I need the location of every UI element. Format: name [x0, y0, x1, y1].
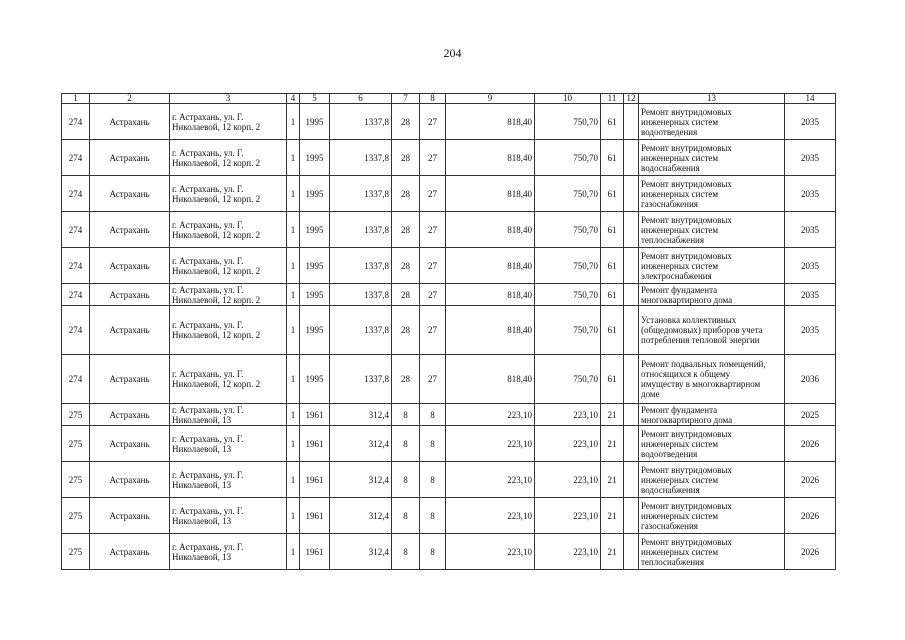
cell-col8: 27	[420, 306, 446, 355]
cell-number: 274	[62, 306, 90, 355]
cell-col12	[624, 140, 639, 176]
cell-area-living: 818,40	[446, 248, 535, 284]
cell-col7: 28	[392, 104, 420, 140]
cell-residents: 61	[601, 284, 624, 306]
cell-work-type	[639, 426, 785, 462]
cell-residents: 21	[601, 462, 624, 498]
cell-area-total: 312,4	[330, 462, 392, 498]
work-type-line: потребления тепловой энергии	[641, 335, 760, 345]
cell-area-total: 1337,8	[330, 248, 392, 284]
cell-col4: 1	[287, 176, 300, 212]
cell-area-total: 1337,8	[330, 176, 392, 212]
header-cell: 7	[392, 94, 420, 104]
cell-year: 1995	[300, 212, 330, 248]
cell-address	[170, 176, 287, 212]
cell-work-type	[639, 498, 785, 534]
cell-address	[170, 104, 287, 140]
address-line: г. Астрахань, ул. Г.	[172, 255, 244, 266]
work-type-line: инженерных систем	[641, 546, 719, 557]
table-row	[62, 498, 836, 534]
cell-address	[170, 404, 287, 426]
work-type-line: инженерных систем	[641, 188, 719, 199]
cell-year: 1961	[300, 534, 330, 570]
cell-residents: 61	[601, 355, 624, 404]
cell-residents: 61	[601, 104, 624, 140]
header-cell: 9	[446, 94, 535, 104]
cell-col7: 28	[392, 176, 420, 212]
cell-col8: 8	[420, 426, 446, 462]
cell-col12	[624, 534, 639, 570]
address-line: Николаевой, 13	[172, 551, 232, 562]
cell-city: Астрахань	[90, 176, 170, 212]
cell-col12	[624, 306, 639, 355]
address-line: Николаевой, 12 корп. 2	[172, 294, 261, 305]
cell-area-apartments: 223,10	[535, 426, 601, 462]
cell-residents: 61	[601, 212, 624, 248]
cell-number: 275	[62, 404, 90, 426]
cell-number: 274	[62, 140, 90, 176]
cell-planned-year: 2026	[785, 534, 836, 570]
cell-col7: 28	[392, 248, 420, 284]
cell-planned-year: 2035	[785, 306, 836, 355]
work-type-line: Ремонт фундамента	[641, 284, 718, 295]
cell-col4: 1	[287, 355, 300, 404]
cell-planned-year: 2035	[785, 284, 836, 306]
work-type-line: водоотведения	[641, 448, 698, 459]
header-cell: 2	[90, 94, 170, 104]
header-cell: 5	[300, 94, 330, 104]
cell-col4: 1	[287, 212, 300, 248]
cell-number: 274	[62, 355, 90, 404]
cell-area-total: 1337,8	[330, 212, 392, 248]
cell-area-apartments: 750,70	[535, 104, 601, 140]
cell-year: 1961	[300, 426, 330, 462]
header-cell: 3	[170, 94, 287, 104]
address-line: г. Астрахань, ул. Г.	[172, 183, 244, 194]
work-type-line: инженерных систем	[641, 474, 719, 485]
header-cell: 13	[639, 94, 785, 104]
cell-number: 274	[62, 212, 90, 248]
address-line: Николаевой, 12 корп. 2	[172, 157, 261, 168]
cell-col8: 27	[420, 212, 446, 248]
table-row	[62, 355, 836, 404]
work-type-line: относящихся к общему	[641, 369, 731, 379]
cell-address	[170, 306, 287, 355]
address-line: Николаевой, 12 корп. 2	[172, 121, 261, 132]
cell-area-apartments: 223,10	[535, 534, 601, 570]
cell-col7: 8	[392, 462, 420, 498]
cell-col12	[624, 104, 639, 140]
table-row	[62, 462, 836, 498]
cell-area-total: 1337,8	[330, 306, 392, 355]
capital-repair-table	[61, 93, 836, 570]
cell-area-apartments: 223,10	[535, 498, 601, 534]
cell-col12	[624, 462, 639, 498]
table-row	[62, 284, 836, 306]
work-type-line: Ремонт внутридомовых	[641, 214, 732, 225]
address-line: Николаевой, 13	[172, 479, 232, 490]
work-type-line: инженерных систем	[641, 510, 719, 521]
cell-number: 274	[62, 176, 90, 212]
cell-area-living: 223,10	[446, 426, 535, 462]
work-type-line: имуществу в многоквартирном	[641, 379, 761, 389]
cell-work-type	[639, 534, 785, 570]
cell-residents: 21	[601, 426, 624, 462]
work-type-line: газоснабжения	[641, 198, 698, 209]
cell-area-living: 223,10	[446, 404, 535, 426]
table-row	[62, 404, 836, 426]
work-type-line: инженерных систем	[641, 260, 719, 271]
cell-work-type	[639, 212, 785, 248]
cell-area-apartments: 223,10	[535, 462, 601, 498]
cell-col7: 28	[392, 306, 420, 355]
cell-city: Астрахань	[90, 140, 170, 176]
cell-city: Астрахань	[90, 498, 170, 534]
cell-city: Астрахань	[90, 534, 170, 570]
cell-col12	[624, 212, 639, 248]
cell-area-apartments: 750,70	[535, 140, 601, 176]
header-cell: 11	[601, 94, 624, 104]
cell-col12	[624, 248, 639, 284]
table-row	[62, 306, 836, 355]
cell-area-total: 1337,8	[330, 104, 392, 140]
address-line: Николаевой, 12 корп. 2	[172, 330, 261, 340]
work-type-line: теплоснабжения	[641, 234, 704, 245]
header-cell: 12	[624, 94, 639, 104]
cell-col7: 28	[392, 212, 420, 248]
cell-number: 275	[62, 462, 90, 498]
cell-year: 1995	[300, 176, 330, 212]
cell-area-living: 818,40	[446, 212, 535, 248]
address-line: г. Астрахань, ул. Г.	[172, 505, 244, 516]
cell-area-living: 818,40	[446, 140, 535, 176]
cell-year: 1995	[300, 104, 330, 140]
cell-year: 1961	[300, 462, 330, 498]
cell-col4: 1	[287, 426, 300, 462]
cell-col7: 8	[392, 534, 420, 570]
cell-col8: 27	[420, 104, 446, 140]
cell-residents: 21	[601, 498, 624, 534]
cell-address	[170, 426, 287, 462]
column-number-row	[62, 94, 836, 104]
cell-year: 1995	[300, 248, 330, 284]
cell-area-living: 223,10	[446, 534, 535, 570]
cell-area-total: 312,4	[330, 498, 392, 534]
cell-number: 274	[62, 104, 90, 140]
address-line: Николаевой, 12 корп. 2	[172, 379, 261, 389]
address-line: г. Астрахань, ул. Г.	[172, 404, 244, 415]
header-cell: 10	[535, 94, 601, 104]
cell-city: Астрахань	[90, 212, 170, 248]
cell-col12	[624, 498, 639, 534]
cell-col8: 27	[420, 176, 446, 212]
cell-number: 275	[62, 498, 90, 534]
address-line: г. Астрахань, ул. Г.	[172, 147, 244, 158]
cell-city: Астрахань	[90, 426, 170, 462]
cell-area-living: 818,40	[446, 355, 535, 404]
address-line: г. Астрахань, ул. Г.	[172, 469, 244, 480]
cell-col8: 27	[420, 140, 446, 176]
work-type-line: Ремонт подвальных помещений,	[641, 359, 766, 369]
cell-col4: 1	[287, 104, 300, 140]
cell-work-type	[639, 176, 785, 212]
address-line: г. Астрахань, ул. Г.	[172, 111, 244, 122]
address-line: г. Астрахань, ул. Г.	[172, 433, 244, 444]
cell-col8: 8	[420, 462, 446, 498]
address-line: Николаевой, 13	[172, 515, 232, 526]
cell-area-apartments: 750,70	[535, 176, 601, 212]
cell-number: 275	[62, 534, 90, 570]
address-line: г. Астрахань, ул. Г.	[172, 284, 244, 295]
address-line: г. Астрахань, ул. Г.	[172, 320, 244, 330]
cell-col4: 1	[287, 534, 300, 570]
cell-city: Астрахань	[90, 104, 170, 140]
cell-city: Астрахань	[90, 248, 170, 284]
cell-year: 1961	[300, 498, 330, 534]
cell-work-type	[639, 284, 785, 306]
cell-col8: 27	[420, 284, 446, 306]
cell-col7: 28	[392, 140, 420, 176]
work-type-line: Ремонт внутридомовых	[641, 106, 732, 117]
work-type-line: Ремонт внутридомовых	[641, 536, 732, 547]
cell-area-living: 818,40	[446, 104, 535, 140]
work-type-line: Ремонт внутридомовых	[641, 250, 732, 261]
cell-col4: 1	[287, 248, 300, 284]
cell-residents: 61	[601, 140, 624, 176]
header-cell: 14	[785, 94, 836, 104]
work-type-line: газоснабжения	[641, 520, 698, 531]
table-row	[62, 176, 836, 212]
cell-col4: 1	[287, 404, 300, 426]
cell-work-type	[639, 104, 785, 140]
cell-area-living: 818,40	[446, 284, 535, 306]
work-type-line: Установка коллективных	[641, 315, 737, 325]
cell-area-living: 223,10	[446, 498, 535, 534]
cell-col4: 1	[287, 498, 300, 534]
cell-work-type	[639, 248, 785, 284]
work-type-line: многоквартирного дома	[641, 294, 733, 305]
cell-work-type	[639, 140, 785, 176]
address-line: Николаевой, 13	[172, 443, 232, 454]
work-type-line: Ремонт фундамента	[641, 404, 718, 415]
cell-city: Астрахань	[90, 284, 170, 306]
cell-planned-year: 2026	[785, 498, 836, 534]
cell-address	[170, 284, 287, 306]
cell-address	[170, 212, 287, 248]
cell-address	[170, 248, 287, 284]
address-line: г. Астрахань, ул. Г.	[172, 541, 244, 552]
work-type-line: доме	[641, 389, 660, 399]
cell-city: Астрахань	[90, 355, 170, 404]
work-type-line: теплоснабжения	[641, 556, 704, 567]
cell-area-total: 1337,8	[330, 284, 392, 306]
cell-area-apartments: 750,70	[535, 212, 601, 248]
cell-number: 274	[62, 248, 90, 284]
cell-col7: 8	[392, 404, 420, 426]
cell-number: 275	[62, 426, 90, 462]
page-number: 204	[443, 46, 462, 60]
cell-planned-year: 2035	[785, 104, 836, 140]
cell-year: 1995	[300, 355, 330, 404]
work-type-line: водоснабжения	[641, 162, 700, 173]
cell-address	[170, 355, 287, 404]
cell-area-total: 1337,8	[330, 355, 392, 404]
header-cell: 1	[62, 94, 90, 104]
cell-col8: 8	[420, 534, 446, 570]
cell-work-type	[639, 462, 785, 498]
work-type-line: инженерных систем	[641, 438, 719, 449]
address-line: Николаевой, 12 корп. 2	[172, 229, 261, 240]
cell-city: Астрахань	[90, 306, 170, 355]
cell-col8: 8	[420, 498, 446, 534]
header-cell: 8	[420, 94, 446, 104]
address-line: Николаевой, 13	[172, 414, 232, 425]
address-line: Николаевой, 12 корп. 2	[172, 265, 261, 276]
cell-col8: 8	[420, 404, 446, 426]
cell-city: Астрахань	[90, 404, 170, 426]
cell-year: 1995	[300, 284, 330, 306]
cell-address	[170, 498, 287, 534]
cell-area-total: 312,4	[330, 404, 392, 426]
cell-work-type	[639, 355, 785, 404]
work-type-line: Ремонт внутридомовых	[641, 428, 732, 439]
cell-planned-year: 2025	[785, 404, 836, 426]
work-type-line: инженерных систем	[641, 224, 719, 235]
cell-area-apartments: 750,70	[535, 284, 601, 306]
cell-work-type	[639, 306, 785, 355]
cell-col7: 8	[392, 426, 420, 462]
cell-area-living: 223,10	[446, 462, 535, 498]
address-line: г. Астрахань, ул. Г.	[172, 369, 244, 379]
cell-residents: 21	[601, 404, 624, 426]
cell-col12	[624, 284, 639, 306]
work-type-line: электроснабжения	[641, 270, 712, 281]
cell-address	[170, 462, 287, 498]
work-type-line: водоотведения	[641, 126, 698, 137]
header-cell: 6	[330, 94, 392, 104]
cell-planned-year: 2026	[785, 462, 836, 498]
cell-col4: 1	[287, 284, 300, 306]
table-row	[62, 140, 836, 176]
cell-planned-year: 2036	[785, 355, 836, 404]
table-row	[62, 212, 836, 248]
cell-area-living: 818,40	[446, 176, 535, 212]
cell-residents: 61	[601, 306, 624, 355]
table-row	[62, 534, 836, 570]
cell-col4: 1	[287, 462, 300, 498]
cell-col4: 1	[287, 306, 300, 355]
cell-number: 274	[62, 284, 90, 306]
cell-planned-year: 2035	[785, 212, 836, 248]
work-type-line: водоснабжения	[641, 484, 700, 495]
cell-col12	[624, 355, 639, 404]
cell-area-total: 312,4	[330, 426, 392, 462]
cell-col8: 27	[420, 355, 446, 404]
cell-col8: 27	[420, 248, 446, 284]
header-cell: 4	[287, 94, 300, 104]
cell-address	[170, 140, 287, 176]
cell-col4: 1	[287, 140, 300, 176]
table-row	[62, 104, 836, 140]
cell-year: 1995	[300, 140, 330, 176]
work-type-line: Ремонт внутридомовых	[641, 500, 732, 511]
address-line: г. Астрахань, ул. Г.	[172, 219, 244, 230]
cell-col7: 8	[392, 498, 420, 534]
cell-work-type	[639, 404, 785, 426]
cell-residents: 21	[601, 534, 624, 570]
cell-planned-year: 2035	[785, 176, 836, 212]
work-type-line: Ремонт внутридомовых	[641, 464, 732, 475]
cell-area-apartments: 750,70	[535, 355, 601, 404]
work-type-line: Ремонт внутридомовых	[641, 178, 732, 189]
cell-planned-year: 2026	[785, 426, 836, 462]
cell-area-total: 1337,8	[330, 140, 392, 176]
work-type-line: инженерных систем	[641, 152, 719, 163]
cell-col12	[624, 426, 639, 462]
cell-col7: 28	[392, 284, 420, 306]
table-row	[62, 248, 836, 284]
cell-col7: 28	[392, 355, 420, 404]
cell-col12	[624, 176, 639, 212]
table-row	[62, 426, 836, 462]
cell-planned-year: 2035	[785, 140, 836, 176]
cell-year: 1961	[300, 404, 330, 426]
cell-area-apartments: 750,70	[535, 306, 601, 355]
cell-col12	[624, 404, 639, 426]
address-line: Николаевой, 12 корп. 2	[172, 193, 261, 204]
cell-planned-year: 2035	[785, 248, 836, 284]
work-type-line: многоквартирного дома	[641, 414, 733, 425]
cell-area-total: 312,4	[330, 534, 392, 570]
work-type-line: (общедомовых) приборов учета	[641, 325, 763, 335]
cell-area-living: 818,40	[446, 306, 535, 355]
cell-area-apartments: 750,70	[535, 248, 601, 284]
cell-city: Астрахань	[90, 462, 170, 498]
cell-year: 1995	[300, 306, 330, 355]
cell-residents: 61	[601, 176, 624, 212]
cell-area-apartments: 223,10	[535, 404, 601, 426]
cell-residents: 61	[601, 248, 624, 284]
work-type-line: Ремонт внутридомовых	[641, 142, 732, 153]
cell-address	[170, 534, 287, 570]
work-type-line: инженерных систем	[641, 116, 719, 127]
